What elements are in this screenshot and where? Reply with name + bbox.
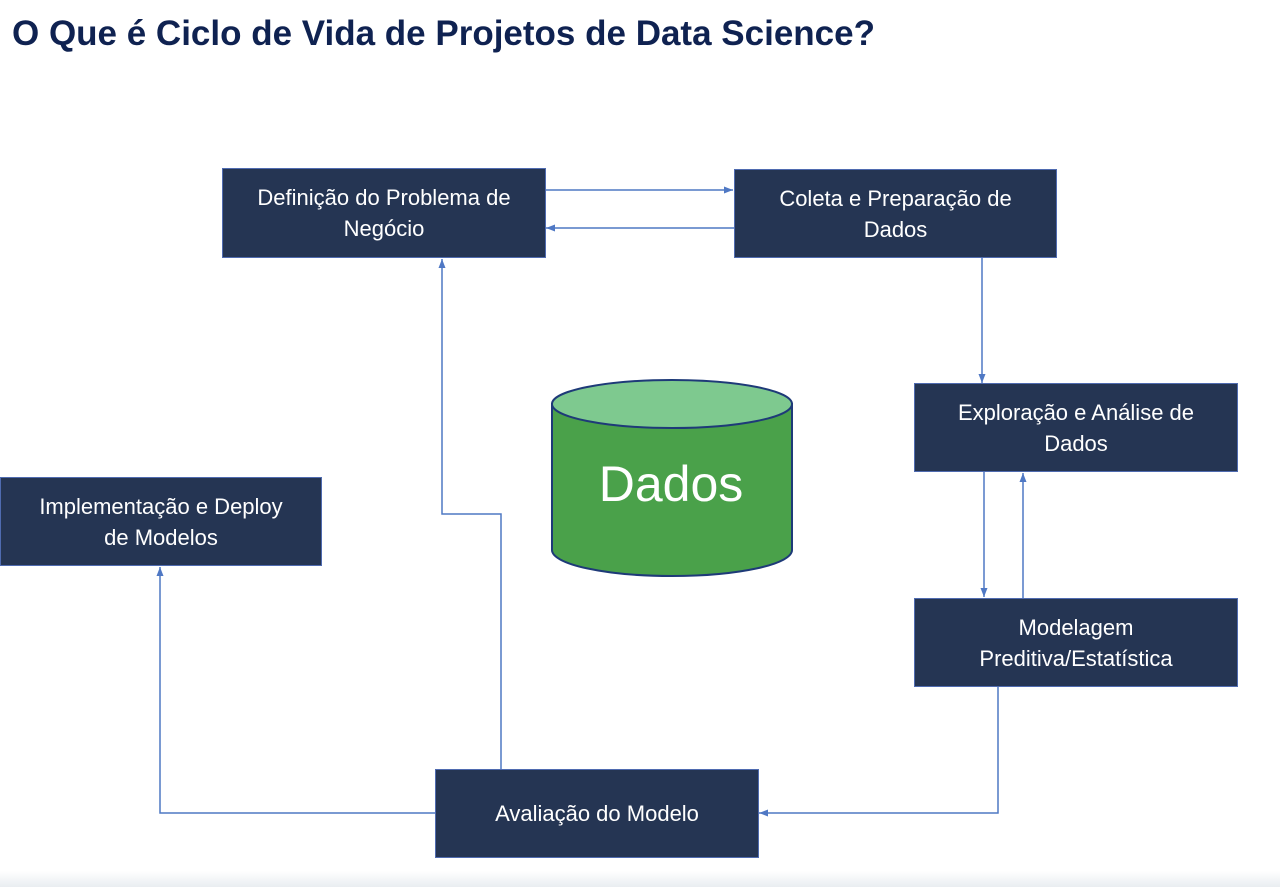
database-label: Dados (598, 456, 744, 512)
stage-data-collection-line2: Dados (863, 216, 928, 242)
stage-modeling (914, 598, 1238, 687)
stage-data-collection (734, 169, 1057, 258)
stage-business-problem-line1: Definição do Problema de (257, 185, 511, 210)
stage-evaluation (435, 769, 759, 858)
stage-business-problem-line2: Negócio (343, 216, 425, 241)
stage-data-collection-line1: Coleta e Preparação de (779, 185, 1012, 211)
arrow-evaluation-to-problem (442, 259, 501, 770)
stage-modeling-line2: Preditiva/Estatística (979, 645, 1173, 671)
stage-modeling-line1: Modelagem (1018, 614, 1134, 640)
stage-exploration-line2: Dados (1044, 430, 1108, 456)
stage-exploration (914, 383, 1238, 472)
stage-business-problem (222, 168, 546, 258)
stage-evaluation-line1: Avaliação do Modelo (495, 801, 699, 826)
stage-exploration-line1: Exploração e Análise de (957, 399, 1195, 425)
cylinder-top (552, 380, 792, 428)
stage-deployment-line2: de Modelos (104, 524, 218, 550)
page-title: O Que é Ciclo de Vida de Projetos de Data Science? (12, 14, 875, 53)
stage-deployment-line1: Implementação e Deploy (39, 493, 283, 519)
arrow-evaluation-to-deployment (160, 567, 435, 813)
bottom-edge-shadow (0, 871, 1280, 887)
arrow-modeling-to-evaluation (759, 687, 998, 813)
stage-deployment (0, 477, 322, 566)
